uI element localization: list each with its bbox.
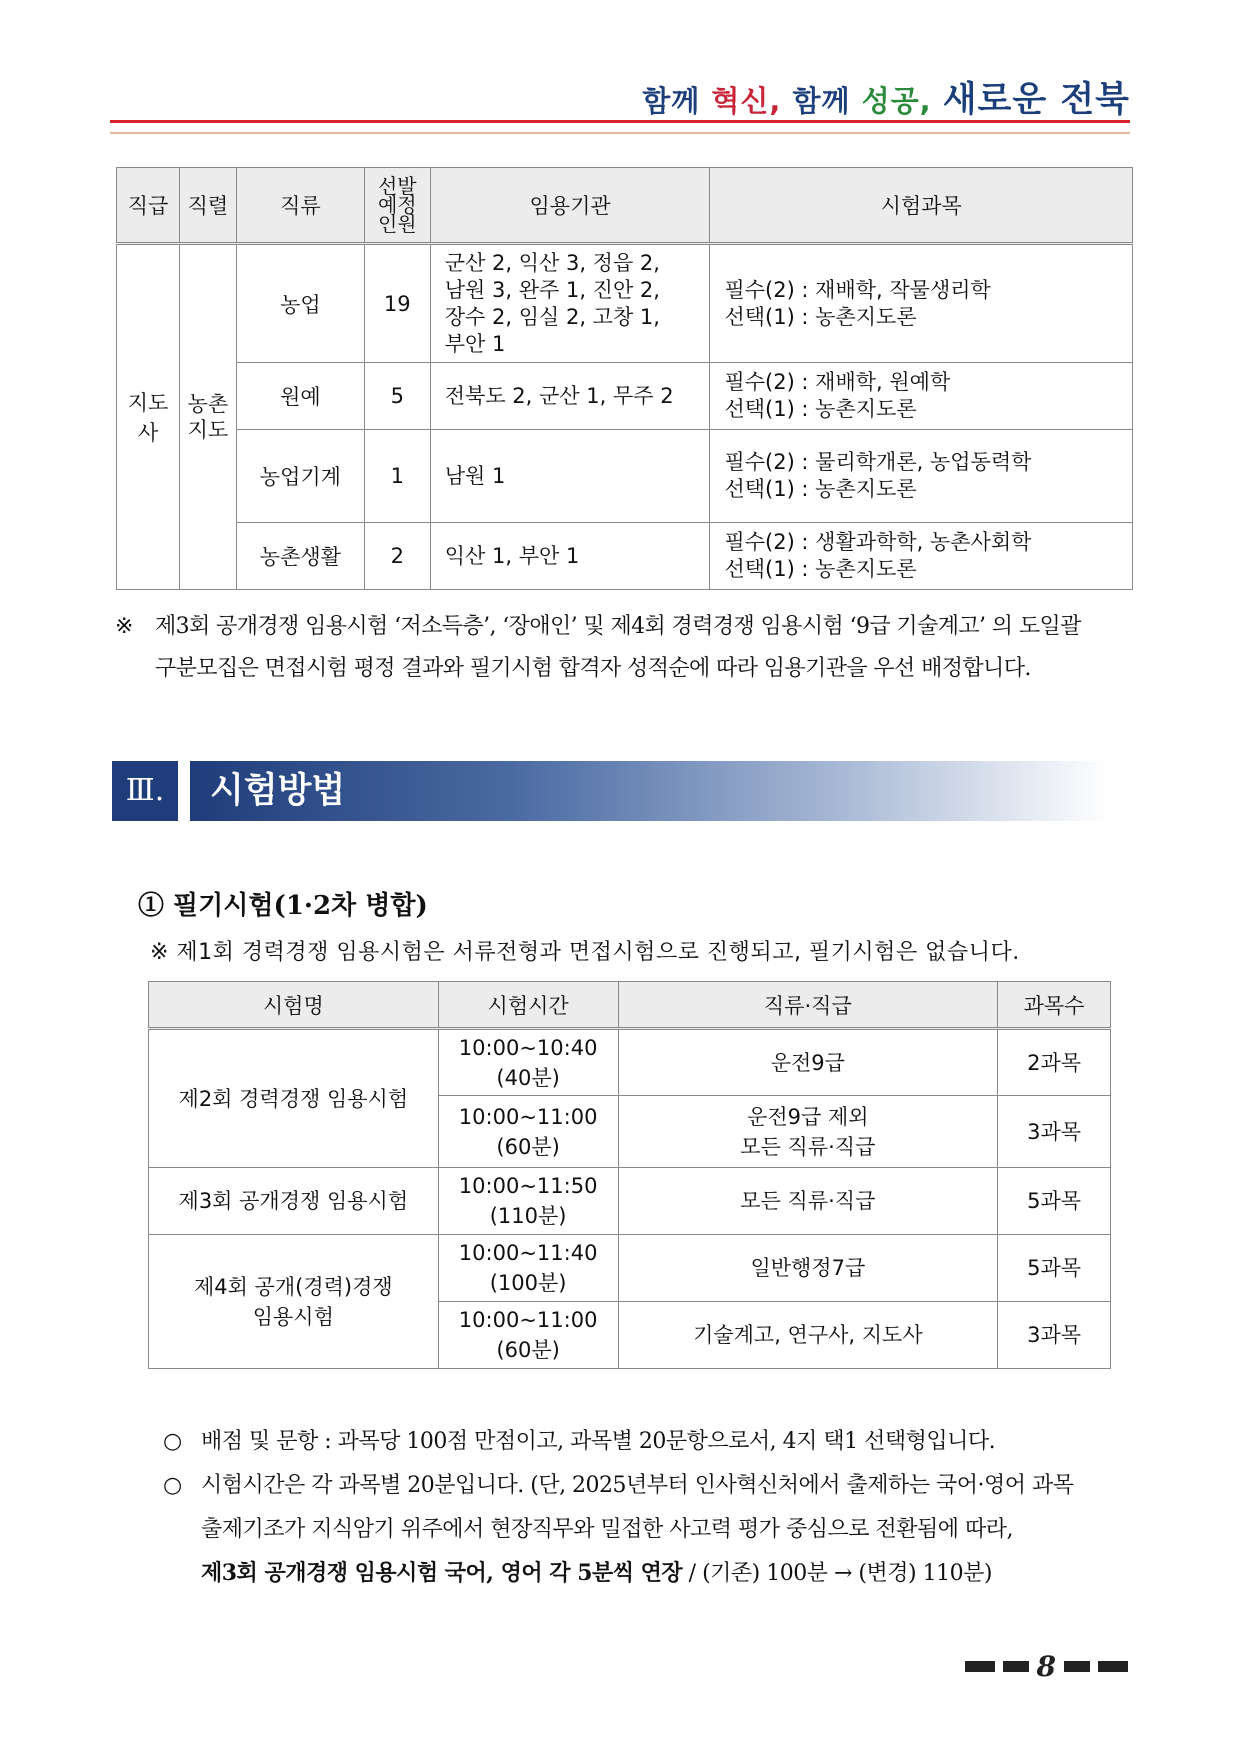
subjects-cell: 필수(2) : 재배학, 작물생리학 선택(1) : 농촌지도론 bbox=[710, 244, 1133, 363]
time-cell: 10:00~11:40 (100분) bbox=[438, 1235, 618, 1302]
bullet-continuation: 출제기조가 지식암기 위주에서 현장직무와 밀접한 사고력 평가 중심으로 전환됨에 따라, bbox=[201, 1517, 1014, 1542]
header-cell: 직급 bbox=[117, 168, 180, 244]
subsection-title: ① 필기시험(1·2차 병합) bbox=[138, 891, 428, 921]
type-cell: 운전9급 bbox=[618, 1029, 998, 1096]
bullet-emphasis: 제3회 공개경쟁 임용시험 국어, 영어 각 5분씩 연장 bbox=[201, 1560, 683, 1586]
footer-dash bbox=[1098, 1661, 1128, 1672]
type-cell: 운전9급 제외 모든 직류·직급 bbox=[618, 1096, 998, 1168]
table-header-row bbox=[149, 982, 1111, 1029]
table-row bbox=[117, 363, 1133, 430]
subject-count-cell: 3과목 bbox=[998, 1302, 1111, 1369]
note-mark: ※ bbox=[115, 614, 133, 639]
note-line: 구분모집은 면접시험 평정 결과와 필기시험 합격자 성적순에 따라 임용기관을 우선 배정합니다. bbox=[155, 656, 1031, 681]
header-cell: 시험명 bbox=[149, 982, 439, 1029]
slogan-part: 새로운 전북 bbox=[942, 80, 1130, 120]
page-number-footer bbox=[965, 1650, 1128, 1683]
count-cell: 2 bbox=[364, 523, 430, 590]
subject-count-cell: 3과목 bbox=[998, 1096, 1111, 1168]
count-cell: 5 bbox=[364, 363, 430, 430]
agency-cell: 전북도 2, 군산 1, 무주 2 bbox=[430, 363, 710, 430]
type-cell: 농업 bbox=[236, 244, 364, 363]
bullet-exam-time bbox=[163, 1468, 1074, 1499]
agency-cell: 군산 2, 익산 3, 정읍 2, 남원 3, 완주 1, 진안 2, 장수 2, 임실 2, 고창 1, 부안 1 bbox=[430, 244, 710, 363]
subjects-cell: 필수(2) : 물리학개론, 농업동력학 선택(1) : 농촌지도론 bbox=[710, 430, 1133, 523]
footer-dash bbox=[1064, 1661, 1090, 1672]
series-cell: 농촌 지도 bbox=[179, 244, 236, 590]
count-cell: 1 bbox=[364, 430, 430, 523]
time-cell: 10:00~11:00 (60분) bbox=[438, 1302, 618, 1369]
subsection-note: ※ 제1회 경력경쟁 임용시험은 서류전형과 면접시험으로 진행되고, 필기시험은 없습니다. bbox=[150, 940, 1020, 965]
table-row bbox=[117, 430, 1133, 523]
header-cell: 시험시간 bbox=[438, 982, 618, 1029]
exam-name-cell: 제3회 공개경쟁 임용시험 bbox=[149, 1168, 439, 1235]
table-row bbox=[117, 523, 1133, 590]
slogan-part: 함께 bbox=[792, 84, 862, 118]
table-row bbox=[149, 1168, 1111, 1235]
header-divider-red bbox=[110, 120, 1130, 123]
table-header-row bbox=[117, 168, 1133, 244]
agency-cell: 남원 1 bbox=[430, 430, 710, 523]
exam-schedule-table bbox=[148, 981, 1111, 1369]
header-cell: 임용기관 bbox=[430, 168, 710, 244]
header-slogan bbox=[642, 72, 1130, 122]
subjects-cell: 필수(2) : 재배학, 원예학 선택(1) : 농촌지도론 bbox=[710, 363, 1133, 430]
grade-cell: 지도사 bbox=[117, 244, 180, 590]
bullet-mark: ○ bbox=[163, 1429, 182, 1454]
type-cell: 원예 bbox=[236, 363, 364, 430]
bullet-text: / (기존) 100분 → (변경) 110분) bbox=[682, 1561, 992, 1586]
bullet-text: 시험시간은 각 과목별 20분입니다. (단, 2025년부터 인사혁신처에서 출제하는 국어·영어 과목 bbox=[201, 1473, 1074, 1498]
bullet-continuation bbox=[201, 1556, 992, 1587]
slogan-part: 성공, bbox=[861, 84, 943, 118]
exam-name-cell: 제2회 경력경쟁 임용시험 bbox=[149, 1029, 439, 1168]
type-cell: 모든 직류·직급 bbox=[618, 1168, 998, 1235]
agency-cell: 익산 1, 부안 1 bbox=[430, 523, 710, 590]
exam-name-cell: 제4회 공개(경력)경쟁 임용시험 bbox=[149, 1235, 439, 1369]
count-cell: 19 bbox=[364, 244, 430, 363]
footer-dash bbox=[1003, 1661, 1029, 1672]
page-number: 8 bbox=[1036, 1650, 1056, 1683]
bullet-text: 배점 및 문항 : 과목당 100점 만점이고, 과목별 20문항으로서, 4지 택1 선택형입니다. bbox=[201, 1429, 996, 1454]
table-row bbox=[117, 244, 1133, 363]
header-cell: 직류 bbox=[236, 168, 364, 244]
subject-count-cell: 2과목 bbox=[998, 1029, 1111, 1096]
header-divider-thin bbox=[110, 132, 1130, 134]
slogan-part: 함께 bbox=[642, 84, 712, 118]
time-cell: 10:00~11:00 (60분) bbox=[438, 1096, 618, 1168]
header-cell: 직렬 bbox=[179, 168, 236, 244]
note-line: 제3회 공개경쟁 임용시험 ‘저소득층’, ‘장애인’ 및 제4회 경력경쟁 임용시험 ‘9급 기술계고’ 의 도일괄 bbox=[155, 614, 1081, 639]
bullet-scoring bbox=[163, 1424, 995, 1455]
time-cell: 10:00~10:40 (40분) bbox=[438, 1029, 618, 1096]
type-cell: 일반행정7급 bbox=[618, 1235, 998, 1302]
subjects-cell: 필수(2) : 생활과학학, 농촌사회학 선택(1) : 농촌지도론 bbox=[710, 523, 1133, 590]
section-title: 시험방법 bbox=[210, 771, 346, 811]
header-cell: 과목수 bbox=[998, 982, 1111, 1029]
bullet-mark: ○ bbox=[163, 1473, 182, 1498]
type-cell: 농업기계 bbox=[236, 430, 364, 523]
recruitment-table bbox=[116, 167, 1133, 590]
table-row bbox=[149, 1029, 1111, 1096]
subject-count-cell: 5과목 bbox=[998, 1168, 1111, 1235]
footer-dash bbox=[965, 1661, 995, 1672]
subject-count-cell: 5과목 bbox=[998, 1235, 1111, 1302]
type-cell: 기술계고, 연구사, 지도사 bbox=[618, 1302, 998, 1369]
header-cell: 선발 예정 인원 bbox=[364, 168, 430, 244]
slogan-part: 혁신, bbox=[711, 84, 793, 118]
section-number: Ⅲ. bbox=[112, 761, 178, 821]
time-cell: 10:00~11:50 (110분) bbox=[438, 1168, 618, 1235]
header-cell: 시험과목 bbox=[710, 168, 1133, 244]
header-cell: 직류·직급 bbox=[618, 982, 998, 1029]
table-row bbox=[149, 1235, 1111, 1302]
type-cell: 농촌생활 bbox=[236, 523, 364, 590]
assignment-note bbox=[115, 606, 1135, 690]
